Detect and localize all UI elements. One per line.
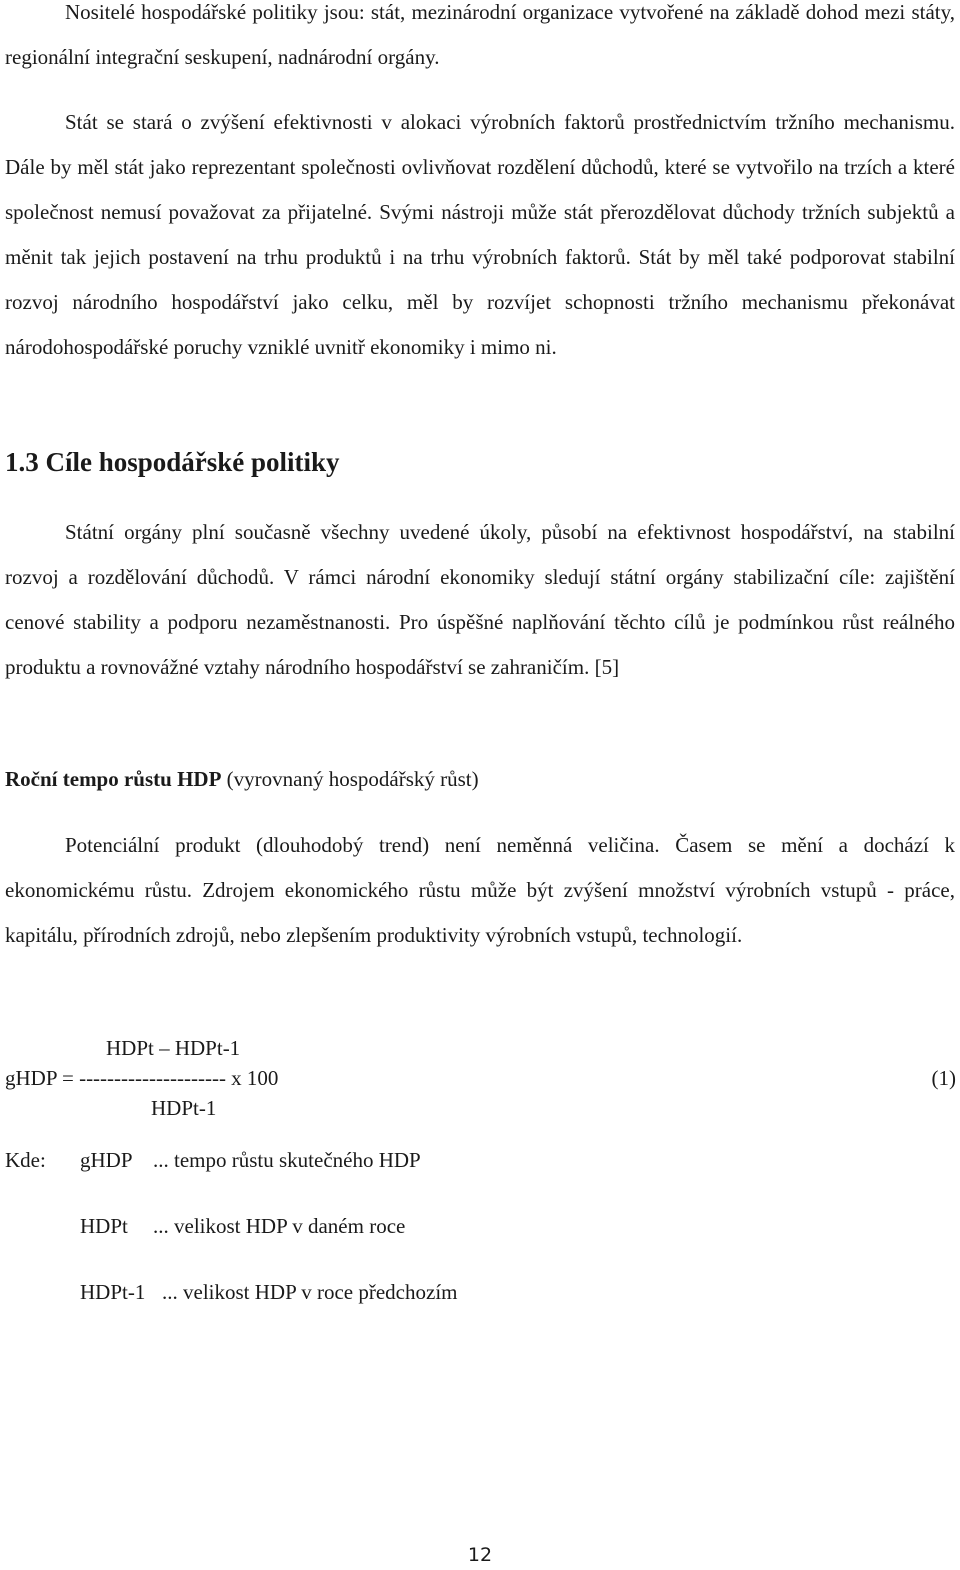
subheading-gdp-growth xyxy=(5,757,479,802)
definition-symbol: HDPt xyxy=(80,1214,128,1238)
growth-formula xyxy=(5,1033,955,1143)
definition-symbol: HDPt-1 xyxy=(80,1280,146,1304)
formula-main-line: gHDP = --------------------- x 100 xyxy=(5,1066,279,1090)
section-heading: 1.3 Cíle hospodářské politiky xyxy=(5,447,340,477)
definition-description: ... velikost HDP v roce předchozím xyxy=(162,1280,458,1304)
paragraph-state-goals: Státní orgány plní současně všechny uvedené úkoly, působí na efektivnost hospodářství, na stabilní rozvoj a rozdělování důchodů. V rámci národní ekonomiky sledují státní orgány stabilizační cíle: zajištění cenové stability a podporu nezaměstnanosti. Pro úspěšné naplňování těchto cílů je podmínkou růst reálného produktu a rovnovážné vztahy národního hospodářství se zahraničím. [5] xyxy=(5,520,955,679)
definition-description: ... tempo růstu skutečného HDP xyxy=(153,1148,421,1172)
definition-symbol: gHDP xyxy=(80,1148,133,1172)
definition-description: ... velikost HDP v daném roce xyxy=(153,1214,406,1238)
equation-number: (1) xyxy=(931,1066,956,1090)
definition-row xyxy=(5,1272,955,1312)
definition-row xyxy=(5,1140,955,1180)
definition-row xyxy=(5,1206,955,1246)
paragraph-potential-product: Potenciální produkt (dlouhodobý trend) není neměnná veličina. Časem se mění a dochází k ekonomickému růstu. Zdrojem ekonomického růstu může být zvýšení množství výrobních vstupů - práce, kapitálu, přírodních zdrojů, nebo zlepšením produktivity výrobních vstupů, technologií. xyxy=(5,833,955,947)
page-number: 12 xyxy=(467,1544,493,1566)
formula-denominator: HDPt-1 xyxy=(151,1096,217,1120)
formula-numerator: HDPt – HDPt-1 xyxy=(106,1036,241,1060)
subheading-bold: Roční tempo růstu HDP xyxy=(5,767,222,791)
paragraph-policy-actors: Nositelé hospodářské politiky jsou: stát, mezinárodní organizace vytvořené na základě dohod mezi státy, regionální integrační seskupení, nadnárodní orgány. xyxy=(5,0,955,69)
paragraph-state-role: Stát se stará o zvýšení efektivnosti v alokaci výrobních faktorů prostřednictvím tržního mechanismu. Dále by měl stát jako reprezentant společnosti ovlivňovat rozdělení důchodů, které se vytvořilo na trzích a které společnost nemusí považovat za přijatelné. Svými nástroji může stát přerozdělovat důchody tržních subjektů a měnit tak jejich postavení na trhu produktů i na trhu výrobních faktorů. Stát by měl také podporovat stabilní rozvoj národního hospodářství jako celku, měl by rozvíjet schopnosti tržního mechanismu překonávat národohospodářské poruchy vzniklé uvnitř ekonomiky i mimo ni. xyxy=(5,110,955,359)
definitions-lead: Kde: xyxy=(5,1148,46,1172)
subheading-normal: (vyrovnaný hospodářský růst) xyxy=(221,767,479,791)
